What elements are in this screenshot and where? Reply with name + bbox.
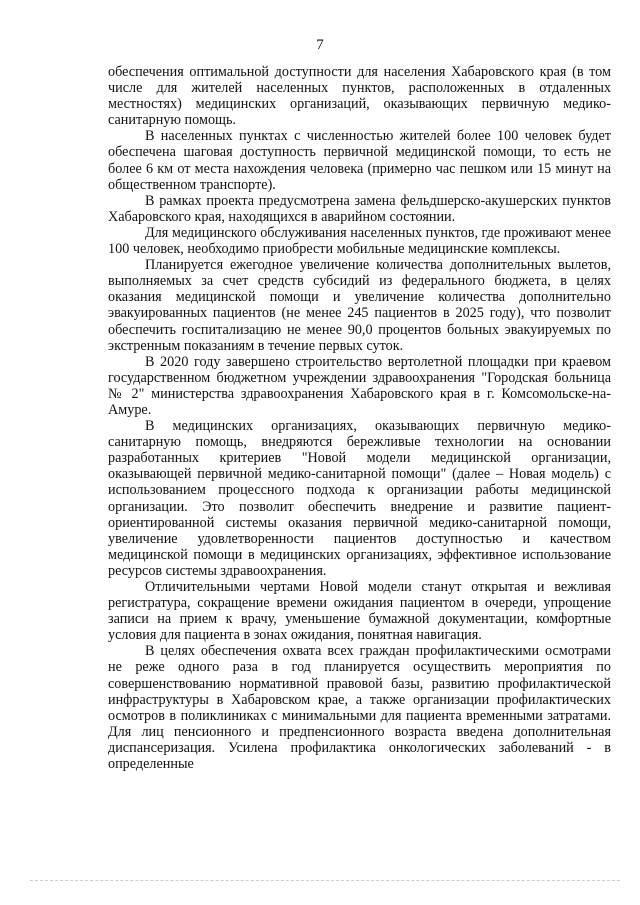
page-number: 7 xyxy=(316,37,324,53)
paragraph-walking-access: В населенных пунктах с численностью жителей более 100 человек будет обеспечена шаговая доступность первичной медицинской помощи, то есть не более 6 км от места нахождения человека (примерно час пешком или 15 минут на общественном транспорте). xyxy=(108,128,611,193)
paragraph-air-evacuation: Планируется ежегодное увеличение количества дополнительных вылетов, выполняемых за счет средств субсидий из федерального бюджета, в целях оказания медицинской помощи и увеличение количества дополнительно эвакуированных пациентов (не менее 245 пациентов в 2025 году), что позволит обеспечить госпитализацию не менее 90,0 процентов больных эвакуируемых по экстренным показаниям в течение первых суток. xyxy=(108,257,611,354)
body-text xyxy=(108,64,611,772)
paragraph-new-model-features: Отличительными чертами Новой модели станут открытая и вежливая регистратура, сокращение времени ожидания пациентом в очереди, упрощение записи на прием к врачу, уменьшение бумажной документации, комфортные условия для пациента в зонах ожидания, понятная навигация. xyxy=(108,579,611,644)
paragraph-mobile-complexes: Для медицинского обслуживания населенных пунктов, где проживают менее 100 человек, необходимо приобрести мобильные медицинские комплексы. xyxy=(108,224,611,258)
paragraph-preventive-checkups: В целях обеспечения охвата всех граждан профилактическими осмотрами не реже одного раза в год планируется осуществить мероприятия по совершенствованию нормативной правовой базы, развитию профилактической инфраструктуры в Хабаровском крае, а также организации профилактических осмотров в поликлиниках с минимальными для пациента временными затратами. Для лиц пенсионного и предпенсионного возраста введена дополнительная диспансеризация. Усилена профилактика онкологических заболеваний - в определенные xyxy=(108,643,611,773)
scan-edge-artifact xyxy=(30,880,620,881)
paragraph-continuation: обеспечения оптимальной доступности для населения Хабаровского края (в том числе для жителей населенных пунктов, расположенных в отдаленных местностях) медицинских организаций, оказывающих первичную медико-санитарную помощь. xyxy=(108,64,611,129)
paragraph-lean-technologies: В медицинских организациях, оказывающих первичную медико-санитарную помощь, внедряются бережливые технологии на основании разработанных критериев "Новой модели медицинской организации, оказывающей первичной медико-санитарной помощи" (далее – Новая модель) с использованием процессного подхода к организации работы медицинской организации. Это позволит обеспечить внедрение и развитие пациент-ориентированной системы оказания первичной медико-санитарной помощи, увеличение удовлетворенности пациентов доступностью и качеством медицинской помощи в медицинских организациях, эффективное использование ресурсов системы здравоохранения. xyxy=(108,418,611,579)
paragraph-helipad: В 2020 году завершено строительство вертолетной площадки при краевом государственном бюджетном учреждении здравоохранения "Городская больница № 2" министерства здравоохранения Хабаровского края в г. Комсомольске-на-Амуре. xyxy=(108,353,611,418)
paragraph-fap-replacement: В рамках проекта предусмотрена замена фельдшерско-акушерских пунктов Хабаровского края, находящихся в аварийном состоянии. xyxy=(108,192,611,225)
